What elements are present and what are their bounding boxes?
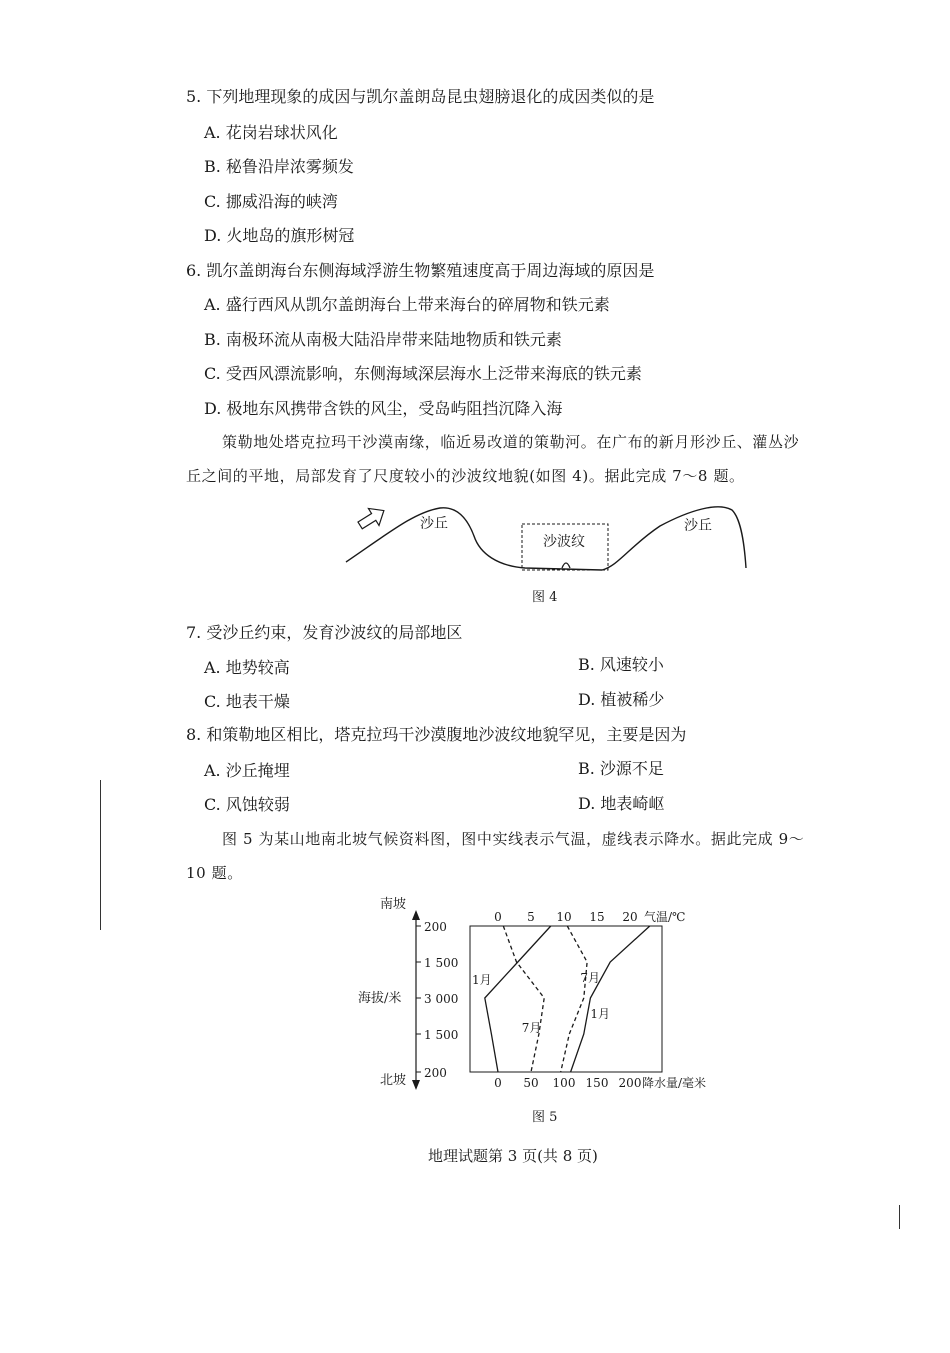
ripple-bump [562,563,570,568]
fig4-caption: 图 4 [532,590,558,605]
x-top-axis-title: 气温/℃ [644,910,686,924]
label-jan-temp: 1月 [472,973,492,987]
y-tick-label: 1 500 [424,1028,459,1042]
x-top-tick-label: 5 [527,910,535,924]
x-top-tick-label: 0 [494,910,502,924]
fig4-label-ripple: 沙波纹 [543,534,585,550]
x-bottom-tick-label: 200 [618,1076,642,1090]
intro-78-line2: 丘之间的平地，局部发育了尺度较小的沙波纹地貌(如图 4)。据此完成 7～8 题。 [186,467,745,485]
intro-910-line2: 10 题。 [186,864,243,882]
q8-option-a: A. 沙丘掩埋 [204,761,290,780]
q5-option-c: C. 挪威沿海的峡湾 [204,192,338,211]
q8-option-b: B. 沙源不足 [578,759,664,778]
q7-option-a: A. 地势较高 [204,658,290,677]
y-label-north-slope: 北坡 [380,1073,407,1088]
label-jan-precip: 1月 [590,1007,611,1021]
jan-precip-line [561,926,587,1072]
figure-5-chart [350,890,750,1100]
q5-option-d: D. 火地岛的旗形树冠 [204,226,355,245]
q8-option-d: D. 地表崎岖 [578,794,665,813]
y-tick-label: 3 000 [424,992,459,1006]
q7-option-c: C. 地表干燥 [204,692,290,711]
intro-78-line1: 策勒地处塔克拉玛干沙漠南缘，临近易改道的策勒河。在广布的新月形沙丘、灌丛沙 [222,433,800,451]
y-tick-label: 200 [424,1066,447,1080]
y-label-south-slope: 南坡 [380,897,407,912]
fig5-caption: 图 5 [532,1110,558,1125]
figure-4-diagram [340,498,750,578]
q8-stem: 8. 和策勒地区相比，塔克拉玛干沙漠腹地沙波纹地貌罕见，主要是因为 [186,725,687,744]
q5-option-b: B. 秘鲁沿岸浓雾频发 [204,157,354,176]
page-footer: 地理试题第 3 页(共 8 页) [428,1147,598,1165]
fig4-label-dune-left: 沙丘 [420,516,448,532]
x-bottom-tick-label: 150 [585,1076,609,1090]
q7-option-b: B. 风速较小 [578,655,664,674]
q7-option-d: D. 植被稀少 [578,690,665,709]
q6-option-b: B. 南极环流从南极大陆沿岸带来陆地物质和铁元素 [204,330,562,349]
x-bottom-tick-label: 100 [552,1076,576,1090]
q5-stem: 5. 下列地理现象的成因与凯尔盖朗岛昆虫翅膀退化的成因类似的是 [186,87,655,106]
label-jul-precip: 7月 [521,1021,542,1035]
q6-option-a: A. 盛行西风从凯尔盖朗海台上带来海台的碎屑物和铁元素 [204,295,610,314]
jul-temp-line [571,926,650,1072]
q6-stem: 6. 凯尔盖朗海台东侧海域浮游生物繁殖速度高于周边海域的原因是 [186,261,655,280]
plot-frame [470,926,662,1072]
q6-option-d: D. 极地东风携带含铁的风尘，受岛屿阻挡沉降入海 [204,399,563,418]
q8-option-c: C. 风蚀较弱 [204,795,290,814]
wind-arrow-icon [355,502,389,534]
intro-910-line1: 图 5 为某山地南北坡气候资料图，图中实线表示气温，虚线表示降水。据此完成 9～ [222,830,805,848]
x-bottom-tick-label: 0 [494,1076,502,1090]
y-tick-label: 1 500 [424,956,459,970]
q7-stem: 7. 受沙丘约束，发育沙波纹的局部地区 [186,623,463,642]
x-bottom-axis-title: 降水量/毫米 [642,1076,707,1090]
q5-option-a: A. 花岗岩球状风化 [204,123,338,142]
y-axis-arrow-bottom-icon [412,1080,420,1090]
fig4-label-dune-right: 沙丘 [684,518,712,534]
label-jul-temp: 7月 [580,971,601,985]
x-top-tick-label: 10 [556,910,572,924]
y-axis-title: 海拔/米 [358,991,402,1006]
jul-precip-line [503,926,544,1072]
scan-margin-line-right [899,1205,900,1229]
x-top-tick-label: 20 [622,910,638,924]
y-axis-arrow-top-icon [412,910,420,920]
jan-temp-line [485,926,551,1072]
x-bottom-tick-label: 50 [523,1076,539,1090]
scan-margin-line-left [100,780,101,930]
x-top-tick-label: 15 [589,910,605,924]
y-tick-label: 200 [424,920,447,934]
q6-option-c: C. 受西风漂流影响，东侧海域深层海水上泛带来海底的铁元素 [204,364,642,383]
